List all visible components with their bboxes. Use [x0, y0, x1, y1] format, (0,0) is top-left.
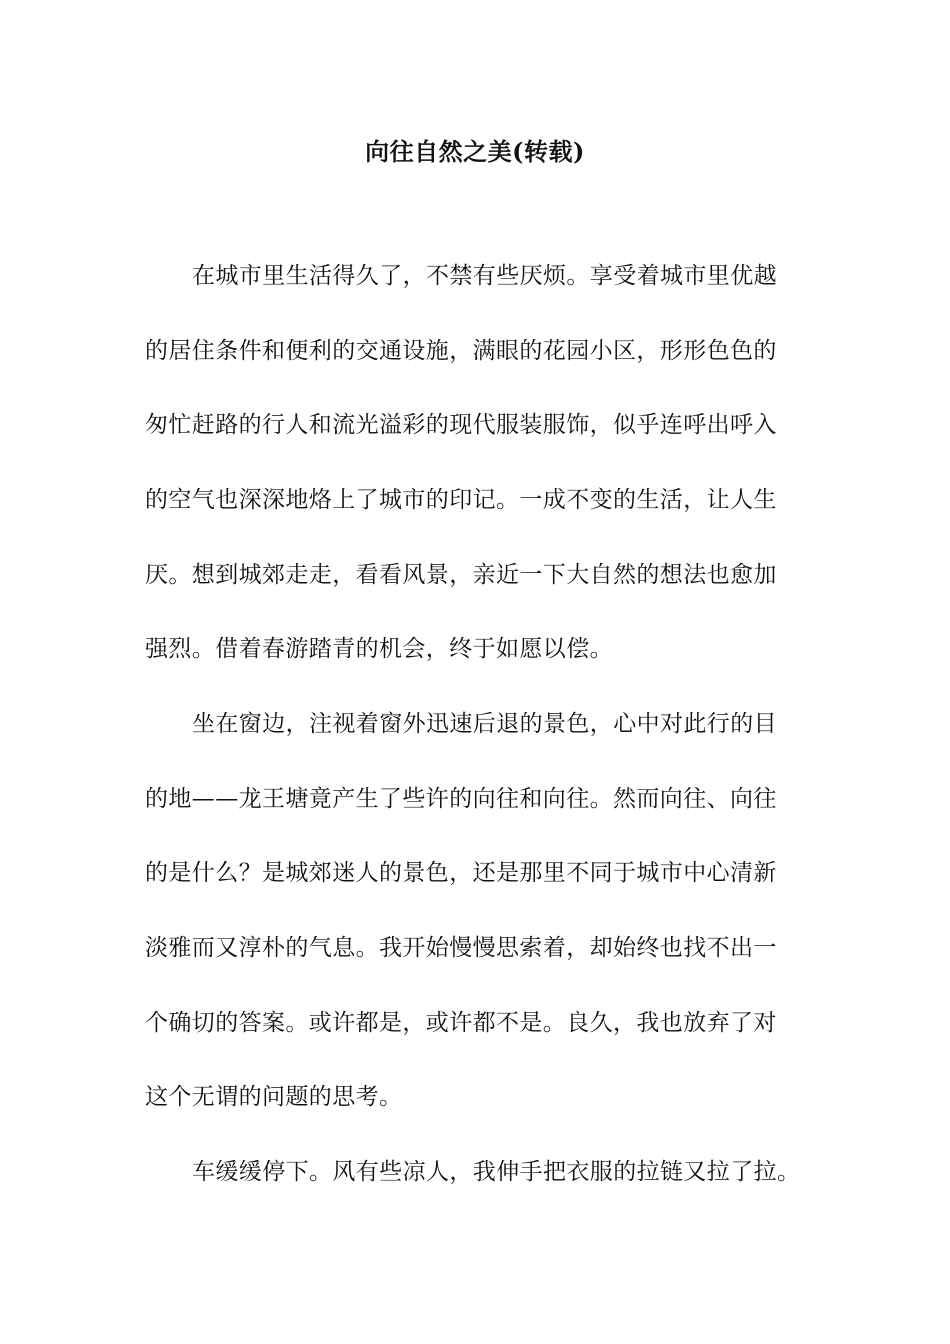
paragraph-line: 的空气也深深地烙上了城市的印记。一成不变的生活，让人生 — [145, 487, 777, 513]
paragraph-line: 厌。想到城郊走走，看看风景，亲近一下大自然的想法也愈加 — [145, 562, 777, 588]
paragraph-line: 车缓缓停下。风有些凉人，我伸手把衣服的拉链又拉了拉。 — [192, 1159, 801, 1185]
paragraph-line: 个确切的答案。或许都是，或许都不是。良久，我也放弃了对 — [145, 1010, 777, 1036]
paragraph-line: 在城市里生活得久了，不禁有些厌烦。享受着城市里优越 — [192, 263, 777, 289]
paragraph-line: 这个无谓的问题的思考。 — [145, 1084, 403, 1110]
document-title: 向往自然之美(转载) — [365, 137, 585, 166]
paragraph-line: 的地——龙王塘竟产生了些许的向往和向往。然而向往、向往 — [145, 786, 777, 812]
paragraph-line: 的是什么？是城郊迷人的景色，还是那里不同于城市中心清新 — [145, 860, 777, 886]
paragraph-line: 匆忙赶路的行人和流光溢彩的现代服装服饰，似乎连呼出呼入 — [145, 412, 777, 438]
paragraph-line: 强烈。借着春游踏青的机会，终于如愿以偿。 — [145, 636, 613, 662]
paragraph-line: 坐在窗边，注视着窗外迅速后退的景色，心中对此行的目 — [192, 711, 777, 737]
paragraph-line: 的居住条件和便利的交通设施，满眼的花园小区，形形色色的 — [145, 338, 777, 364]
paragraph-line: 淡雅而又淳朴的气息。我开始慢慢思索着，却始终也找不出一 — [145, 935, 777, 961]
